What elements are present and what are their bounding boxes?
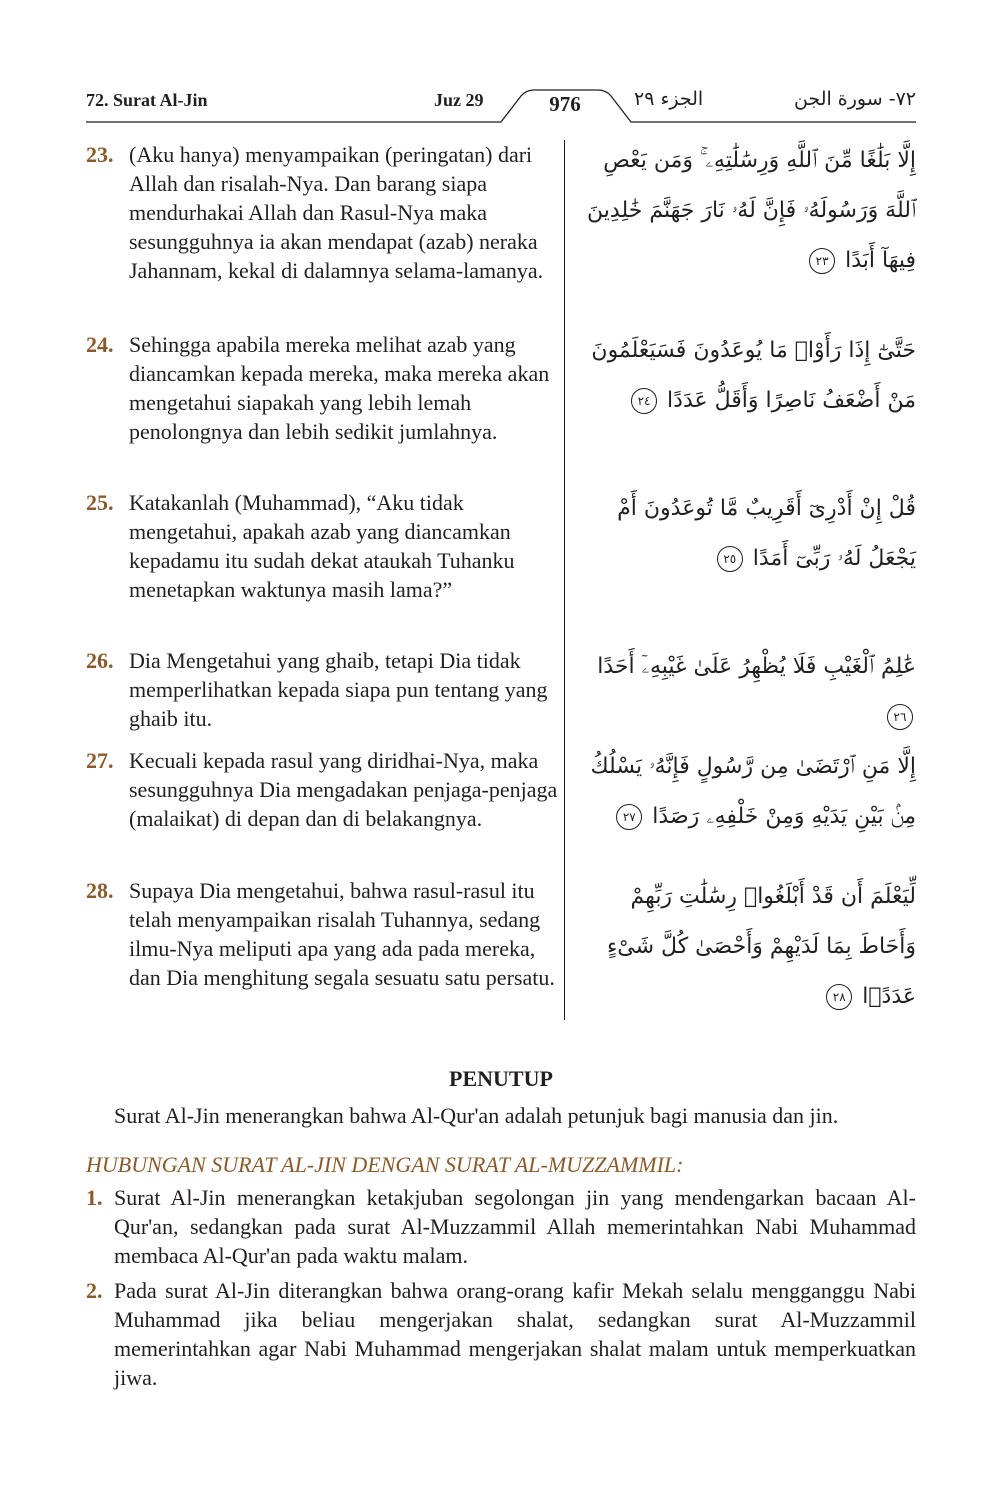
verse-arabic (586, 642, 916, 742)
verse-translation (86, 140, 561, 285)
verse-text: (Aku hanya) menyampaikan (peringatan) dari Allah dan risalah-Nya. Dan barang siapa mendurhakai Allah dan Rasul-Nya maka sesungguhnya ia akan mendapat (azab) neraka Jahannam, kekal di dalamnya selama-lamanya. (129, 142, 544, 283)
verse-translation (86, 488, 561, 604)
verse-text: Katakanlah (Muhammad), “Aku tidak mengetahui, apakah azab yang diancamkan kepadamu itu sudah dekat ataukah Tuhanku menetapkan waktunya masih lama?” (129, 490, 515, 602)
relation-item-number: 2. (86, 1278, 103, 1303)
page-header (86, 84, 916, 124)
relation-item-text: Surat Al-Jin menerangkan ketakjuban segolongan jin yang mendengarkan bacaan Al-Qur'an, sedangkan pada surat Al-Muzzammil Allah memerintahkan Nabi Muhammad membaca Al-Qur'an pada waktu malam. (114, 1185, 916, 1268)
verse-text: Supaya Dia mengetahui, bahwa rasul-rasul itu telah menyampaikan risalah Tuhannya, sedang ilmu-Nya meliputi apa yang ada pada mereka, dan Dia menghitung segala sesuatu satu persatu. (129, 878, 555, 990)
relation-item (86, 1276, 916, 1392)
arabic-text: عَٰلِمُ ٱلْغَيْبِ فَلَا يُظْهِرُ عَلَىٰ غَيْبِهِۦٓ أَحَدًا (597, 654, 916, 679)
verse-translation (86, 646, 561, 733)
verse-arabic (586, 872, 916, 1022)
verse-number: 27. (86, 748, 114, 773)
verse-arabic (586, 742, 916, 842)
verse-arabic (586, 326, 916, 426)
verse-arabic (586, 484, 916, 584)
relation-item-text: Pada surat Al-Jin diterangkan bahwa orang-orang kafir Mekah selalu mengganggu Nabi Muhammad jika beliau mengerjakan shalat, sedangkan surat Al-Muzzammil memerintahkan agar Nabi Muhammad mengerjakan shalat malam untuk memperkuatkan jiwa. (114, 1278, 916, 1390)
verse-translation (86, 746, 561, 833)
relation-heading: HUBUNGAN SURAT AL-JIN DENGAN SURAT AL-MUZZAMMIL: (86, 1152, 684, 1177)
page-number: 976 (549, 92, 581, 116)
verse-number: 26. (86, 648, 114, 673)
verse-text: Sehingga apabila mereka melihat azab yang diancamkan kepada mereka, maka mereka akan mengetahui siapakah yang lebih lemah penolongnya dan lebih sedikit jumlahnya. (129, 332, 550, 444)
relation-item-number: 1. (86, 1185, 103, 1210)
surah-name-latin: 72. Surat Al-Jin (86, 90, 208, 110)
verse-translation (86, 876, 561, 992)
relation-list (86, 1183, 916, 1398)
relation-item (86, 1183, 916, 1270)
arabic-text: قُلْ إِنْ أَدْرِىٓ أَقَرِيبٌ مَّا تُوعَدُونَ أَمْ يَجْعَلُ لَهُۥ رَبِّىٓ أَمَدًا (617, 496, 916, 571)
column-divider (564, 140, 565, 1020)
header-rule (86, 84, 916, 124)
verse-number: 28. (86, 878, 114, 903)
verse-text: Dia Mengetahui yang ghaib, tetapi Dia tidak memperlihatkan kepada siapa pun tentang yang ghaib itu. (129, 648, 548, 731)
ayah-end-marker: ٢٣ (809, 248, 835, 274)
ayah-end-marker: ٢٥ (717, 546, 743, 572)
verse-arabic (586, 136, 916, 286)
verse-text: Kecuali kepada rasul yang diridhai-Nya, maka sesungguhnya Dia mengadakan penjaga-penjaga (malaikat) di depan dan di belakangnya. (129, 748, 558, 831)
arabic-text: حَتَّىٰٓ إِذَا رَأَوْا۟ مَا يُوعَدُونَ فَسَيَعْلَمُونَ مَنْ أَضْعَفُ نَاصِرًا وَأَقَلُّ عَدَدًا (591, 338, 916, 413)
juz-label-arabic: الجزء ٢٩ (634, 88, 704, 110)
ayah-end-marker: ٢٤ (631, 388, 657, 414)
arabic-text: إِلَّا مَنِ ٱرْتَضَىٰ مِن رَّسُولٍ فَإِنَّهُۥ يَسْلُكُ مِنۢ بَيْنِ يَدَيْهِ وَمِنْ خَلْفِهِۦ رَصَدًا (590, 754, 916, 829)
closing-title: PENUTUP (449, 1066, 553, 1091)
closing-text: Surat Al-Jin menerangkan bahwa Al-Qur'an adalah petunjuk bagi manusia dan jin. (114, 1103, 839, 1128)
ayah-end-marker: ٢٦ (887, 704, 913, 730)
verse-number: 23. (86, 142, 114, 167)
verse-number: 25. (86, 490, 114, 515)
juz-label-latin: Juz 29 (434, 90, 484, 110)
verse-number: 24. (86, 332, 114, 357)
ayah-end-marker: ٢٨ (826, 984, 852, 1010)
arabic-text: إِلَّا بَلَٰغًا مِّنَ ٱللَّهِ وَرِسَٰلَٰتِهِۦ ۚ وَمَن يَعْصِ ٱللَّهَ وَرَسُولَهُۥ فَإِنَّ لَهُۥ نَارَ جَهَنَّمَ خَٰلِدِينَ فِيهَآ أَبَدًا (587, 148, 916, 273)
surah-name-arabic: ٧٢- سورة الجن (793, 88, 916, 110)
arabic-text: لِّيَعْلَمَ أَن قَدْ أَبْلَغُوا۟ رِسَٰلَٰتِ رَبِّهِمْ وَأَحَاطَ بِمَا لَدَيْهِمْ وَأَحْصَىٰ كُلَّ شَىْءٍ عَدَدًۢا (606, 884, 916, 1009)
verse-translation (86, 330, 561, 446)
ayah-end-marker: ٢٧ (616, 804, 642, 830)
